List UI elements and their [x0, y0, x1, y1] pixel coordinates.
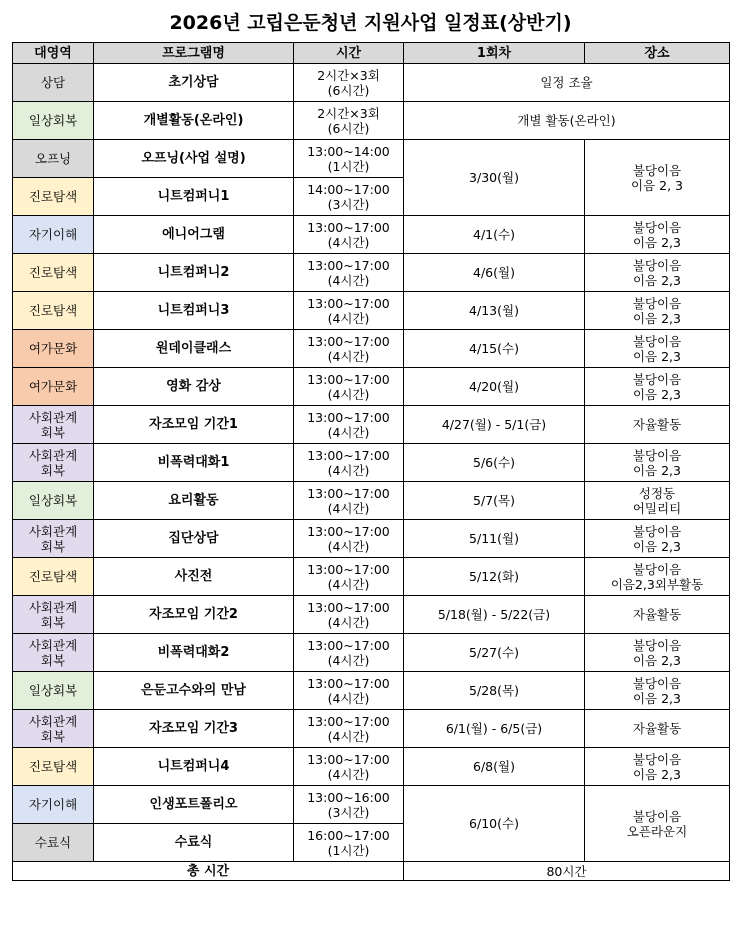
place-cell: 자율활동: [585, 596, 730, 634]
time-cell: 13:00~17:00 (4시간): [294, 216, 404, 254]
area-cell: 사회관계 회복: [13, 634, 94, 672]
table-row: [13, 292, 730, 330]
session-cell: 5/27(수): [404, 634, 585, 672]
area-cell: 사회관계 회복: [13, 596, 94, 634]
page-title: 2026년 고립은둔청년 지원사업 일정표(상반기): [169, 12, 572, 34]
total-row: [13, 862, 730, 881]
session-cell: 5/18(월) - 5/22(금): [404, 596, 585, 634]
time-cell: 2시간×3회 (6시간): [294, 64, 404, 102]
program-cell: 사진전: [94, 558, 294, 596]
session-cell: 6/1(월) - 6/5(금): [404, 710, 585, 748]
area-cell: 상담: [13, 64, 94, 102]
table-row: [13, 710, 730, 748]
table-row: [13, 444, 730, 482]
program-cell: 에니어그램: [94, 216, 294, 254]
time-cell: 2시간×3회 (6시간): [294, 102, 404, 140]
area-cell: 사회관계 회복: [13, 406, 94, 444]
area-cell: 여가문화: [13, 368, 94, 406]
header-time: 시간: [294, 43, 404, 64]
area-cell: 진로탐색: [13, 748, 94, 786]
time-cell: 13:00~17:00 (4시간): [294, 748, 404, 786]
area-cell: 수료식: [13, 824, 94, 862]
table-row: [13, 558, 730, 596]
session-place-cell: 개별 활동(온라인): [404, 102, 730, 140]
program-cell: 오프닝(사업 설명): [94, 140, 294, 178]
table-row: [13, 406, 730, 444]
place-cell: 불당이음 이음 2,3: [585, 254, 730, 292]
time-cell: 13:00~16:00 (3시간): [294, 786, 404, 824]
header-place: 장소: [585, 43, 730, 64]
total-label: 총 시간: [13, 862, 404, 881]
program-cell: 니트컴퍼니2: [94, 254, 294, 292]
place-cell: 불당이음 이음 2,3: [585, 520, 730, 558]
schedule-table: [12, 42, 730, 881]
program-cell: 초기상담: [94, 64, 294, 102]
program-cell: 자조모임 기간2: [94, 596, 294, 634]
header-session: 1회차: [404, 43, 585, 64]
place-cell: 불당이음 이음 2,3: [585, 330, 730, 368]
area-cell: 사회관계 회복: [13, 444, 94, 482]
table-row: [13, 254, 730, 292]
table-row: [13, 368, 730, 406]
area-cell: 자기이해: [13, 216, 94, 254]
table-row: [13, 634, 730, 672]
time-cell: 13:00~17:00 (4시간): [294, 444, 404, 482]
session-cell: 5/7(목): [404, 482, 585, 520]
program-cell: 니트컴퍼니1: [94, 178, 294, 216]
session-cell: 6/10(수): [404, 786, 585, 862]
session-cell: 5/6(수): [404, 444, 585, 482]
table-row: [13, 596, 730, 634]
area-cell: 일상회복: [13, 482, 94, 520]
table-row: [13, 520, 730, 558]
table-row: [13, 330, 730, 368]
time-cell: 13:00~17:00 (4시간): [294, 254, 404, 292]
header-row: [13, 43, 730, 64]
time-cell: 13:00~17:00 (4시간): [294, 406, 404, 444]
table-row: [13, 672, 730, 710]
place-cell: 자율활동: [585, 710, 730, 748]
area-cell: 진로탐색: [13, 178, 94, 216]
place-cell: 불당이음 이음 2,3: [585, 444, 730, 482]
table-row: [13, 786, 730, 824]
program-cell: 은둔고수와의 만남: [94, 672, 294, 710]
table-row: [13, 216, 730, 254]
place-cell: 자율활동: [585, 406, 730, 444]
area-cell: 진로탐색: [13, 292, 94, 330]
header-area: 대영역: [13, 43, 94, 64]
time-cell: 13:00~17:00 (4시간): [294, 558, 404, 596]
time-cell: 13:00~17:00 (4시간): [294, 596, 404, 634]
place-cell: 불당이음 이음 2,3: [585, 368, 730, 406]
session-cell: 4/13(월): [404, 292, 585, 330]
place-cell: 불당이음 이음 2,3: [585, 748, 730, 786]
time-cell: 13:00~17:00 (4시간): [294, 520, 404, 558]
area-cell: 여가문화: [13, 330, 94, 368]
place-cell: 불당이음 이음 2,3: [585, 672, 730, 710]
place-cell: 불당이음 이음 2,3: [585, 216, 730, 254]
session-cell: 4/20(월): [404, 368, 585, 406]
area-cell: 일상회복: [13, 102, 94, 140]
table-row: [13, 482, 730, 520]
place-cell: 불당이음 오픈라운지: [585, 786, 730, 862]
session-cell: 4/1(수): [404, 216, 585, 254]
session-cell: 5/11(월): [404, 520, 585, 558]
area-cell: 일상회복: [13, 672, 94, 710]
time-cell: 13:00~17:00 (4시간): [294, 292, 404, 330]
place-cell: 불당이음 이음 2,3: [585, 634, 730, 672]
table-row: [13, 64, 730, 102]
session-cell: 4/6(월): [404, 254, 585, 292]
time-cell: 13:00~17:00 (4시간): [294, 710, 404, 748]
session-cell: 4/27(월) - 5/1(금): [404, 406, 585, 444]
time-cell: 13:00~14:00 (1시간): [294, 140, 404, 178]
place-cell: 불당이음 이음 2,3: [585, 292, 730, 330]
area-cell: 오프닝: [13, 140, 94, 178]
total-value: 80시간: [404, 862, 730, 881]
program-cell: 집단상담: [94, 520, 294, 558]
session-cell: 5/28(목): [404, 672, 585, 710]
session-cell: 4/15(수): [404, 330, 585, 368]
area-cell: 사회관계 회복: [13, 710, 94, 748]
place-cell: 불당이음 이음2,3외부활동: [585, 558, 730, 596]
session-place-cell: 일정 조율: [404, 64, 730, 102]
table-row: [13, 140, 730, 178]
table-row: [13, 102, 730, 140]
session-cell: 3/30(월): [404, 140, 585, 216]
session-cell: 5/12(화): [404, 558, 585, 596]
program-cell: 원데이클래스: [94, 330, 294, 368]
program-cell: 비폭력대화2: [94, 634, 294, 672]
time-cell: 13:00~17:00 (4시간): [294, 368, 404, 406]
program-cell: 니트컴퍼니3: [94, 292, 294, 330]
time-cell: 13:00~17:00 (4시간): [294, 672, 404, 710]
time-cell: 16:00~17:00 (1시간): [294, 824, 404, 862]
place-cell: 성정동 어밀리티: [585, 482, 730, 520]
program-cell: 자조모임 기간3: [94, 710, 294, 748]
header-program: 프로그램명: [94, 43, 294, 64]
program-cell: 니트컴퍼니4: [94, 748, 294, 786]
table-row: [13, 748, 730, 786]
time-cell: 13:00~17:00 (4시간): [294, 330, 404, 368]
program-cell: 요리활동: [94, 482, 294, 520]
area-cell: 자기이해: [13, 786, 94, 824]
area-cell: 사회관계 회복: [13, 520, 94, 558]
program-cell: 자조모임 기간1: [94, 406, 294, 444]
time-cell: 13:00~17:00 (4시간): [294, 482, 404, 520]
session-cell: 6/8(월): [404, 748, 585, 786]
place-cell: 불당이음 이음 2, 3: [585, 140, 730, 216]
program-cell: 인생포트폴리오: [94, 786, 294, 824]
program-cell: 개별활동(온라인): [94, 102, 294, 140]
program-cell: 수료식: [94, 824, 294, 862]
time-cell: 13:00~17:00 (4시간): [294, 634, 404, 672]
area-cell: 진로탐색: [13, 254, 94, 292]
time-cell: 14:00~17:00 (3시간): [294, 178, 404, 216]
program-cell: 영화 감상: [94, 368, 294, 406]
program-cell: 비폭력대화1: [94, 444, 294, 482]
area-cell: 진로탐색: [13, 558, 94, 596]
